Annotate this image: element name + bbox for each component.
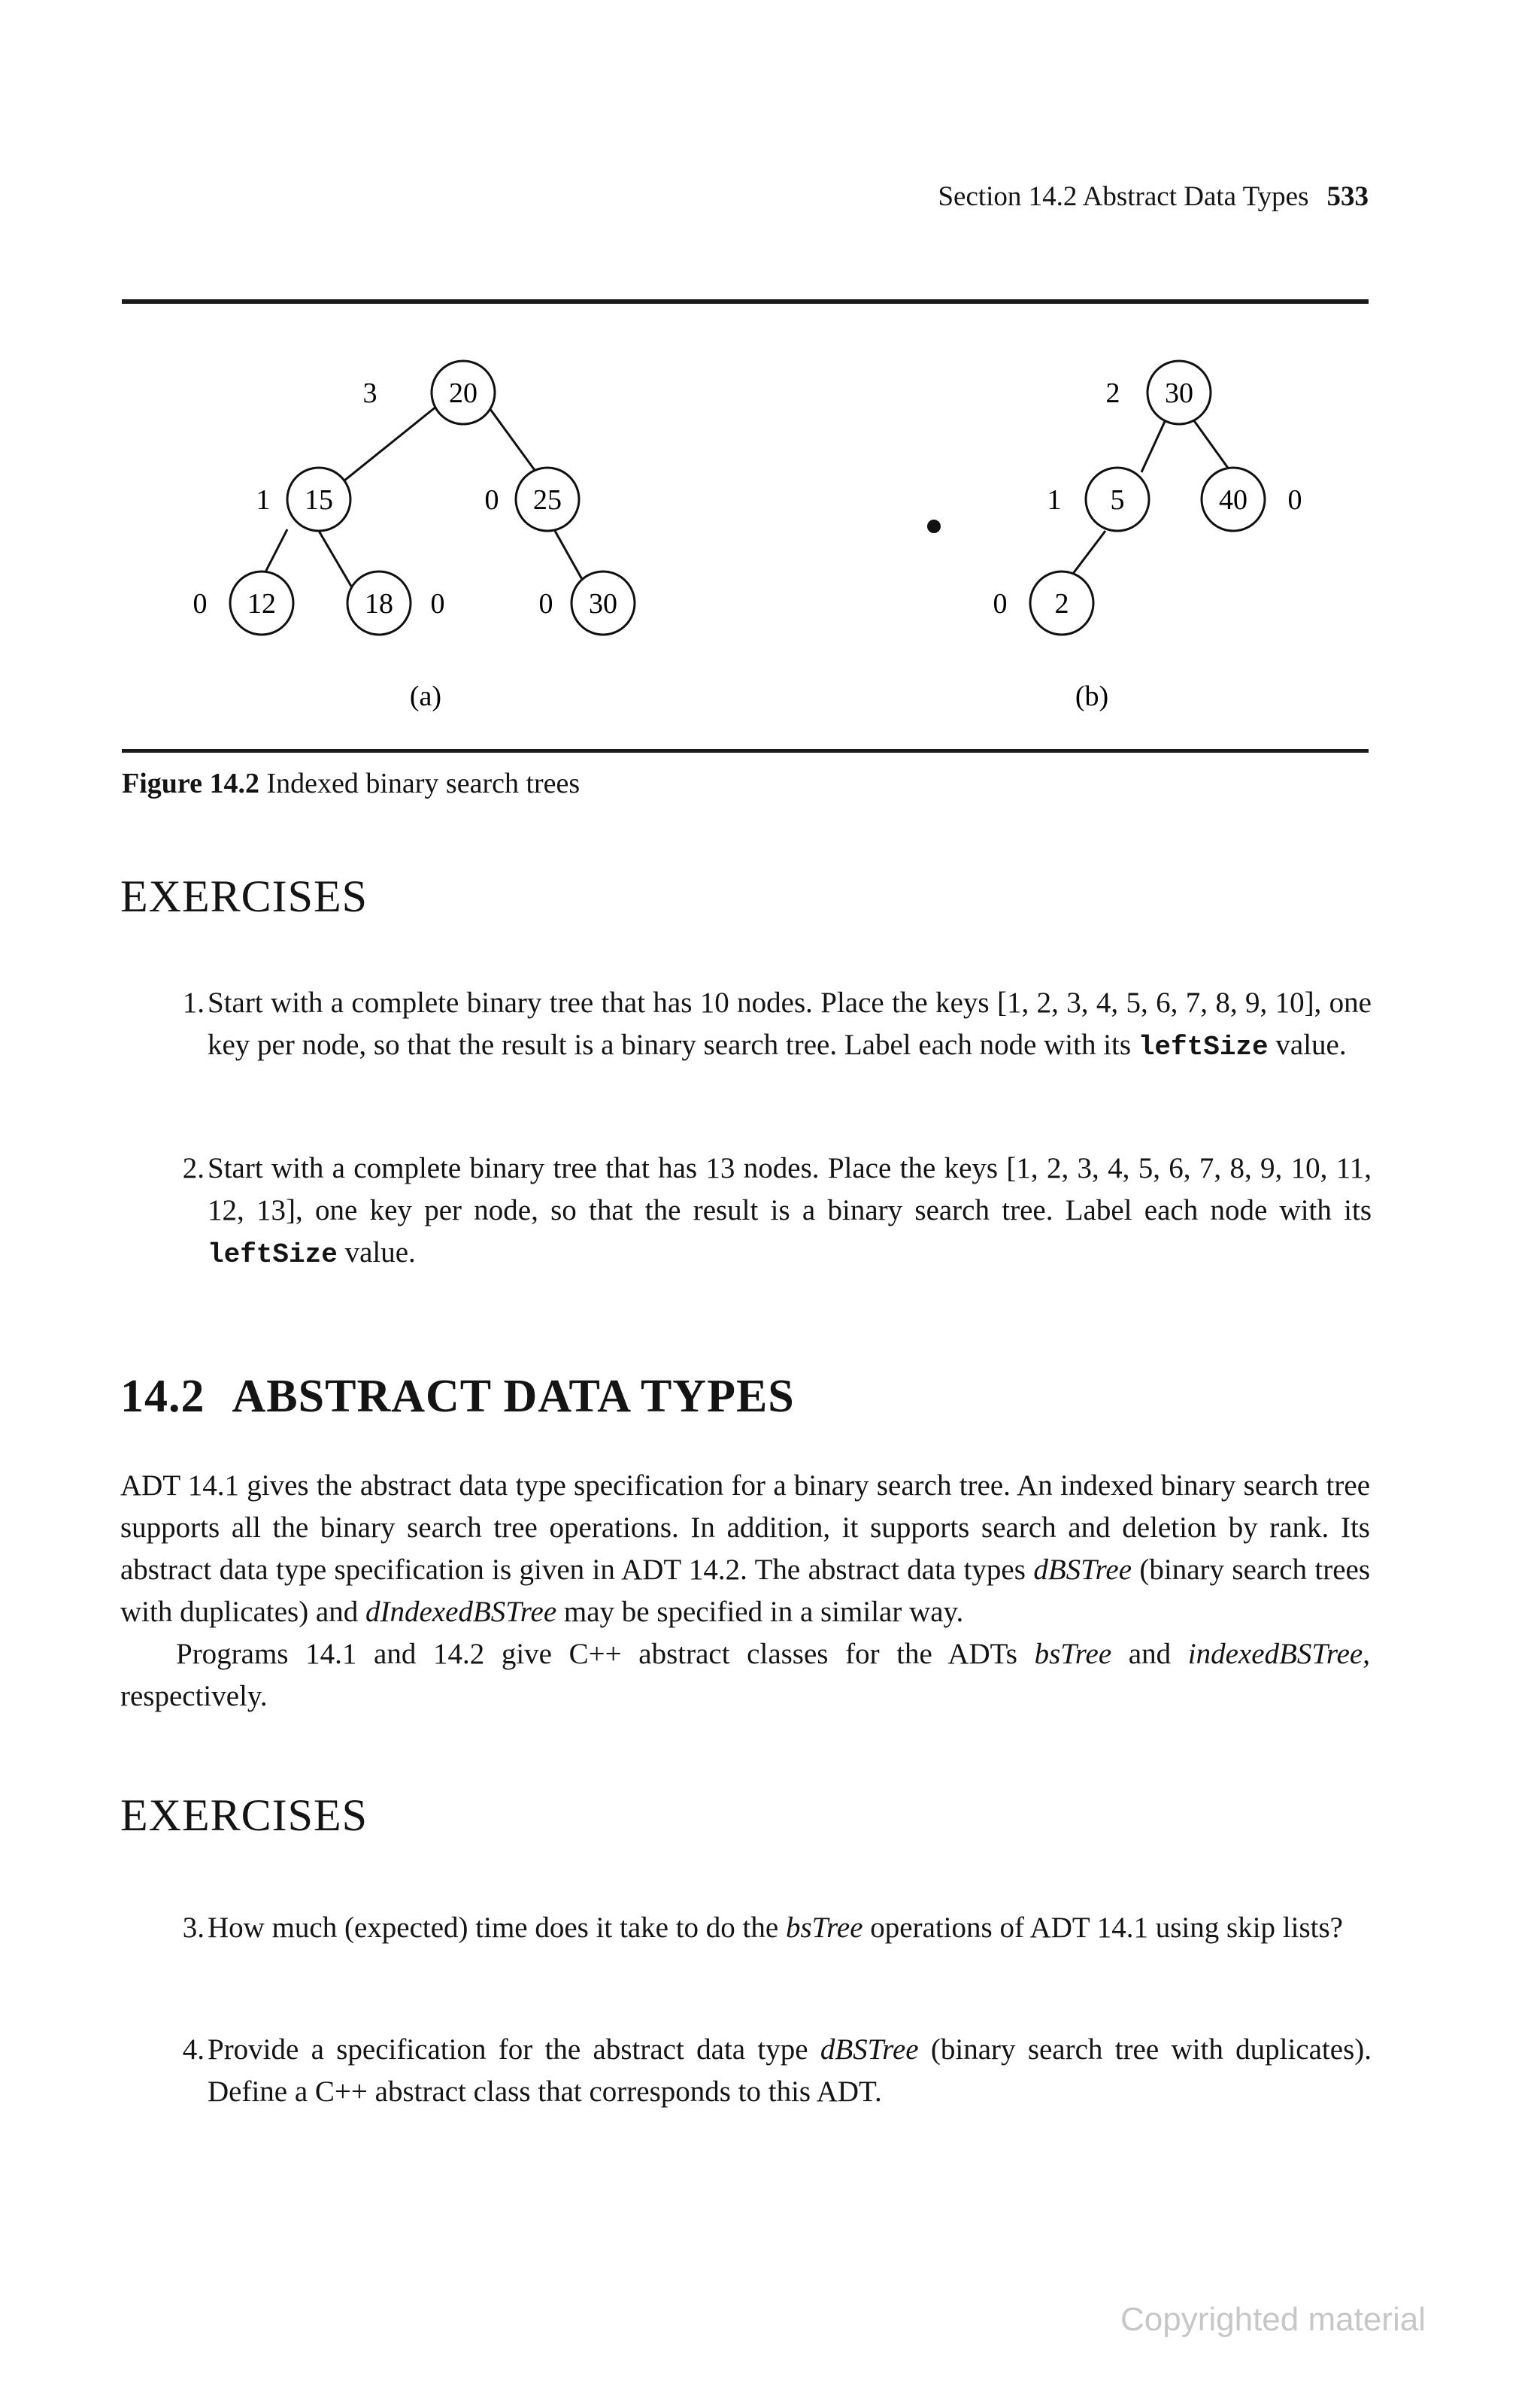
running-head: [752, 180, 1369, 213]
exercise-item: [159, 2029, 1372, 2113]
tree-node: [347, 571, 445, 635]
tree-a: [193, 361, 635, 712]
node-leftsize: 0: [430, 588, 445, 620]
exercise-text: Start with a complete binary tree that has 10 nodes. Place the keys [1, 2, 3, 4, 5, 6, 7, 8, 9, 10], one key per node, so that the result is a binary search tree. Label each node with its leftSize value.: [208, 987, 1372, 1063]
code-term: leftSize: [1138, 1032, 1269, 1063]
exercise-item: [159, 1147, 1372, 1276]
exercise-item: [159, 1907, 1372, 1949]
figure-bottom-rule: [122, 749, 1369, 753]
exercises-heading: EXERCISES: [120, 1790, 368, 1840]
node-leftsize: 0: [538, 588, 553, 620]
section-number: 14.2: [120, 1371, 205, 1422]
tree-node: [993, 571, 1094, 635]
node-key: 30: [589, 588, 617, 620]
paragraph: ADT 14.1 gives the abstract data type specification for a binary search tree. An indexed binary search tree supports all the binary search tree operations. In addition, it supports search and deletion by rank. Its abstract data type specification is given in ADT 14.2. The abstract data types dBSTree (binary search trees with duplicates) and dIndexedBSTree may be specified in a similar way.: [120, 1469, 1371, 1628]
caption-label: Figure 14.2: [122, 768, 259, 799]
node-key: 15: [305, 484, 333, 516]
figure-caption: [122, 767, 580, 800]
node-leftsize: 0: [993, 588, 1008, 620]
exercise-text: How much (expected) time does it take to do the bsTree operations of ADT 14.1 using skip lists?: [208, 1911, 1343, 1944]
section-title: Section 14.2 Abstract Data Types: [938, 181, 1309, 212]
caption-text: Indexed binary search trees: [259, 768, 581, 799]
tree-node: [539, 571, 635, 635]
section-heading: [120, 1370, 795, 1423]
node-key: 30: [1165, 377, 1193, 409]
copyright-watermark: Copyrighted material: [1120, 2301, 1426, 2338]
tree-node: [193, 571, 294, 635]
exercise-number: 3.: [182, 1911, 205, 1944]
paragraph: Programs 14.1 and 14.2 give C++ abstract classes for the ADTs bsTree and indexedBSTree, respectively.: [120, 1638, 1370, 1712]
exercise-number: 1.: [182, 987, 205, 1019]
node-key: 25: [533, 484, 562, 516]
exercise-text: Provide a specification for the abstract data type dBSTree (binary search tree with duplicates). Define a C++ abstract class that corresponds to this ADT.: [208, 2033, 1372, 2108]
section-title: ABSTRACT DATA TYPES: [232, 1371, 795, 1422]
exercise-text: Start with a complete binary tree that has 13 nodes. Place the keys [1, 2, 3, 4, 5, 6, 7, 8, 9, 10, 11, 12, 13], one key per node, so that the result is a binary search tree. Label each node with its leftSize value.: [208, 1152, 1372, 1270]
node-key: 5: [1110, 484, 1125, 516]
exercise-number: 4.: [182, 2033, 205, 2066]
node-key: 12: [247, 588, 276, 620]
node-leftsize: 2: [1105, 377, 1120, 409]
node-leftsize: 0: [192, 588, 208, 620]
separator-dot: [927, 520, 941, 533]
code-term: leftSize: [208, 1239, 338, 1270]
page-number: 533: [1326, 181, 1369, 212]
node-key: 18: [365, 588, 393, 620]
exercise-item: [159, 982, 1372, 1069]
tree-edge: [486, 403, 538, 475]
tree-edge: [1191, 417, 1233, 475]
node-key: 40: [1219, 484, 1247, 516]
exercises-heading: EXERCISES: [120, 872, 368, 921]
tree-b: [993, 361, 1302, 712]
tree-node: [1202, 468, 1302, 531]
node-leftsize: 0: [484, 484, 499, 516]
tree-node: [485, 468, 580, 531]
section-body: [120, 1465, 1370, 1717]
node-leftsize: 0: [1287, 484, 1302, 516]
node-leftsize: 3: [362, 377, 377, 409]
node-key: 20: [449, 377, 477, 409]
tree-edge: [319, 531, 355, 593]
tree-edge: [1141, 417, 1167, 472]
node-leftsize: 1: [256, 484, 271, 516]
node-key: 2: [1054, 588, 1069, 620]
figure-indexed-bst: [122, 308, 1369, 729]
tree-node: [256, 468, 351, 531]
exercise-number: 2.: [182, 1152, 205, 1184]
tree-node: [1047, 468, 1150, 531]
figure-top-rule: [122, 299, 1369, 304]
node-leftsize: 1: [1047, 484, 1062, 516]
subfigure-label: (a): [409, 681, 442, 712]
tree-node: [363, 361, 496, 424]
subfigure-label: (b): [1075, 681, 1109, 712]
tree-node: [1106, 361, 1211, 424]
